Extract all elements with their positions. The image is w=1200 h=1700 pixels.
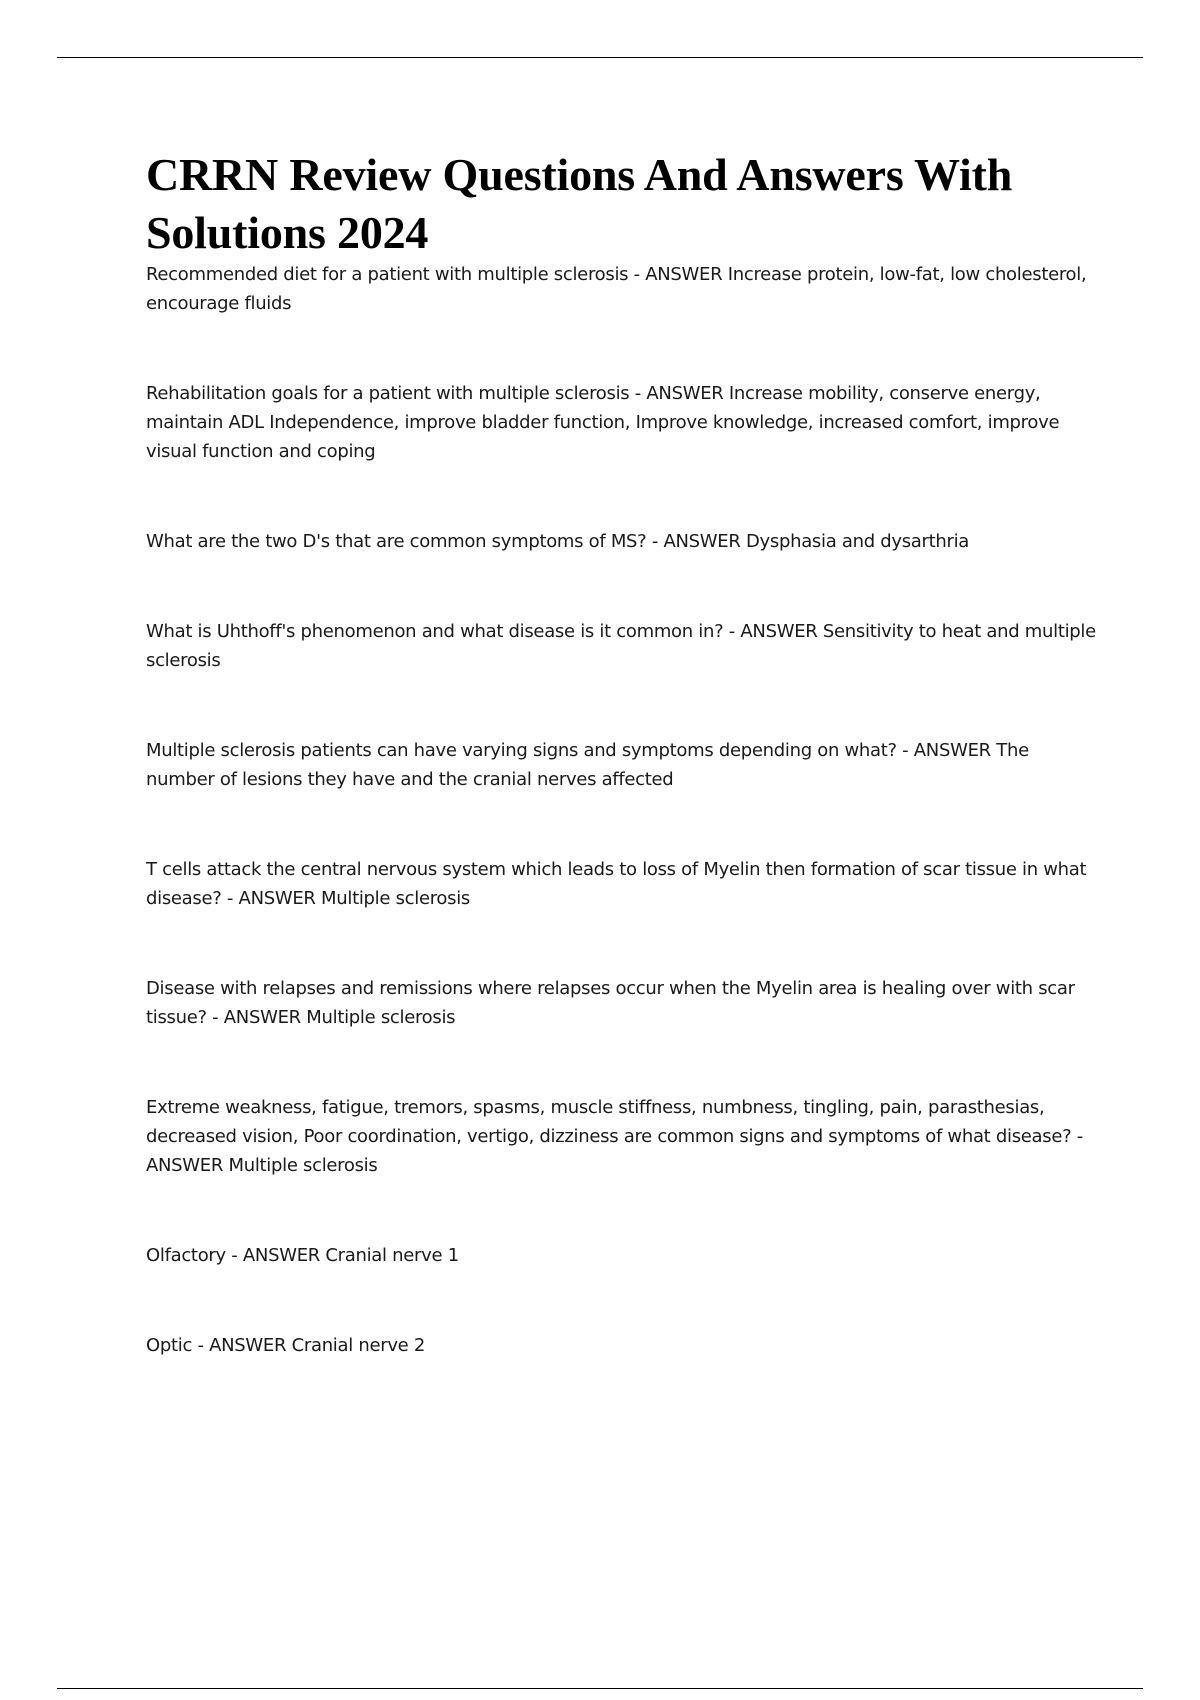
- top-rule: [57, 57, 1143, 58]
- bottom-rule: [57, 1688, 1143, 1689]
- qa-item: Rehabilitation goals for a patient with multiple sclerosis - ANSWER Increase mobility, conserve energy, maintain ADL Independence, improve bladder function, Improve knowledge, increased comfort, improve visual function and coping: [146, 383, 1060, 462]
- qa-list: [146, 260, 1096, 1360]
- qa-item: What is Uhthoff's phenomenon and what disease is it common in? - ANSWER Sensitivity to heat and multiple sclerosis: [146, 621, 1096, 671]
- qa-item: T cells attack the central nervous system which leads to loss of Myelin then formation of scar tissue in what disease? - ANSWER Multiple sclerosis: [146, 859, 1087, 909]
- qa-item: Olfactory - ANSWER Cranial nerve 1: [146, 1245, 459, 1266]
- qa-item: Disease with relapses and remissions where relapses occur when the Myelin area is healing over with scar tissue? - ANSWER Multiple sclerosis: [146, 978, 1075, 1028]
- qa-item: Recommended diet for a patient with multiple sclerosis - ANSWER Increase protein, low-fat, low cholesterol, encourage fluids: [146, 264, 1087, 314]
- qa-item: Multiple sclerosis patients can have varying signs and symptoms depending on what? - ANSWER The number of lesions they have and the cranial nerves affected: [146, 740, 1029, 790]
- document-body: [146, 146, 1096, 1360]
- qa-item: What are the two D's that are common symptoms of MS? - ANSWER Dysphasia and dysarthria: [146, 531, 970, 552]
- qa-item: Extreme weakness, fatigue, tremors, spasms, muscle stiffness, numbness, tingling, pain, parasthesias, decreased vision, Poor coordination, vertigo, dizziness are common signs and symptoms of what disease? - ANSWER Multiple sclerosis: [146, 1097, 1083, 1176]
- document-title: CRRN Review Questions And Answers With Solutions 2024: [146, 149, 1013, 258]
- qa-item: Optic - ANSWER Cranial nerve 2: [146, 1335, 426, 1356]
